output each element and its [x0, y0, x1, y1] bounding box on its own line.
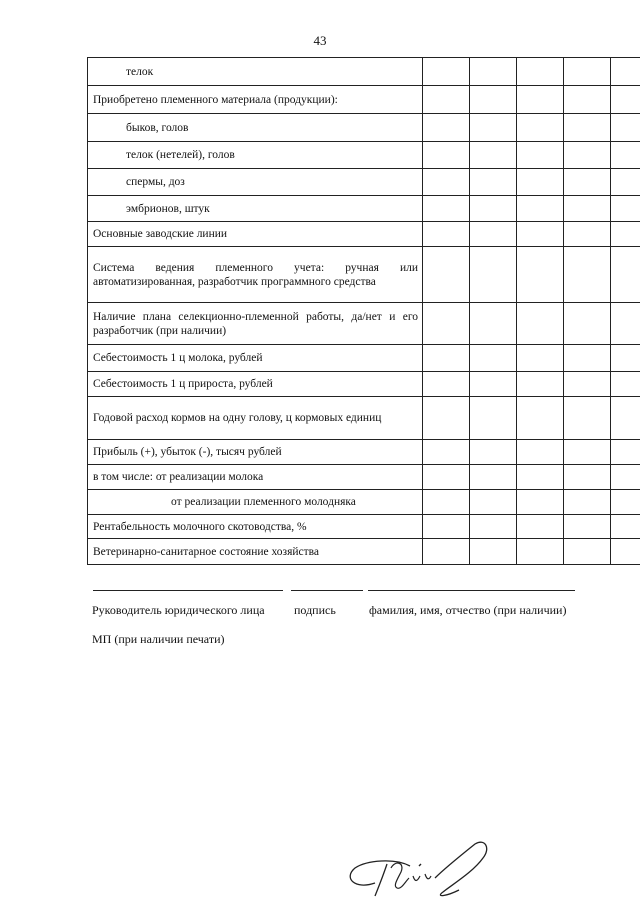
value-cell[interactable] [423, 345, 470, 372]
value-cell[interactable] [611, 490, 640, 515]
row-label: от реализации племенного молодняка [88, 490, 423, 515]
value-cell[interactable] [611, 465, 640, 490]
value-cell[interactable] [564, 397, 611, 440]
row-label: Прибыль (+), убыток (-), тысяч рублей [88, 440, 423, 465]
value-cell[interactable] [517, 515, 564, 539]
value-cell[interactable] [517, 539, 564, 565]
value-cell[interactable] [470, 247, 517, 303]
value-cell[interactable] [564, 539, 611, 565]
value-cell[interactable] [611, 86, 640, 114]
value-cell[interactable] [423, 86, 470, 114]
value-cell[interactable] [423, 397, 470, 440]
value-cell[interactable] [517, 114, 564, 142]
value-cell[interactable] [423, 247, 470, 303]
value-cell[interactable] [470, 222, 517, 247]
value-cell[interactable] [564, 515, 611, 539]
value-cell[interactable] [423, 196, 470, 222]
row-label: Себестоимость 1 ц молока, рублей [88, 345, 423, 372]
row-label: спермы, доз [88, 169, 423, 196]
value-cell[interactable] [564, 247, 611, 303]
table-row [88, 142, 640, 169]
value-cell[interactable] [564, 465, 611, 490]
page-number: 43 [313, 33, 327, 48]
value-cell[interactable] [611, 247, 640, 303]
value-cell[interactable] [470, 86, 517, 114]
value-cell[interactable] [611, 196, 640, 222]
value-cell[interactable] [611, 372, 640, 397]
value-cell[interactable] [564, 345, 611, 372]
row-label: в том числе: от реализации молока [88, 465, 423, 490]
value-cell[interactable] [611, 142, 640, 169]
row-label: Система ведения племенного учета: ручная или автоматизированная, разработчик программного средства [88, 247, 423, 303]
value-cell[interactable] [517, 58, 564, 86]
value-cell[interactable] [517, 222, 564, 247]
value-cell[interactable] [470, 345, 517, 372]
head-label: Руководитель юридического лица [92, 603, 265, 617]
value-cell[interactable] [564, 303, 611, 345]
value-cell[interactable] [423, 515, 470, 539]
table-row [88, 515, 640, 539]
value-cell[interactable] [423, 372, 470, 397]
value-cell[interactable] [517, 169, 564, 196]
stamp-label: МП (при наличии печати) [92, 632, 225, 646]
row-label: Наличие плана селекционно-племенной работы, да/нет и его разработчик (при наличии) [88, 303, 423, 345]
name-label: фамилия, имя, отчество (при наличии) [369, 603, 567, 617]
row-label: Ветеринарно-санитарное состояние хозяйства [88, 539, 423, 565]
table-row [88, 490, 640, 515]
value-cell[interactable] [517, 397, 564, 440]
table-row [88, 372, 640, 397]
value-cell[interactable] [564, 196, 611, 222]
value-cell[interactable] [470, 397, 517, 440]
value-cell[interactable] [423, 440, 470, 465]
signature-line [291, 590, 363, 591]
name-line [368, 590, 575, 591]
value-cell[interactable] [423, 465, 470, 490]
value-cell[interactable] [423, 490, 470, 515]
value-cell[interactable] [611, 345, 640, 372]
table-row [88, 397, 640, 440]
handwritten-signature [335, 838, 505, 900]
row-label: Себестоимость 1 ц прироста, рублей [88, 372, 423, 397]
value-cell[interactable] [470, 465, 517, 490]
row-label: быков, голов [88, 114, 423, 142]
table-row [88, 114, 640, 142]
head-signature-line [93, 590, 283, 591]
value-cell[interactable] [611, 169, 640, 196]
value-cell[interactable] [423, 114, 470, 142]
value-cell[interactable] [423, 539, 470, 565]
value-cell[interactable] [470, 539, 517, 565]
value-cell[interactable] [564, 86, 611, 114]
row-label: Годовой расход кормов на одну голову, ц кормовых единиц [88, 397, 423, 440]
value-cell[interactable] [470, 372, 517, 397]
row-label: телок (нетелей), голов [88, 142, 423, 169]
value-cell[interactable] [611, 515, 640, 539]
value-cell[interactable] [470, 303, 517, 345]
value-cell[interactable] [564, 142, 611, 169]
value-cell[interactable] [423, 222, 470, 247]
row-label: эмбрионов, штук [88, 196, 423, 222]
value-cell[interactable] [564, 114, 611, 142]
value-cell[interactable] [423, 142, 470, 169]
value-cell[interactable] [611, 114, 640, 142]
value-cell[interactable] [517, 247, 564, 303]
value-cell[interactable] [517, 372, 564, 397]
table-row [88, 303, 640, 345]
value-cell[interactable] [470, 515, 517, 539]
value-cell[interactable] [423, 169, 470, 196]
table-row [88, 222, 640, 247]
value-cell[interactable] [611, 539, 640, 565]
value-cell[interactable] [517, 345, 564, 372]
value-cell[interactable] [564, 169, 611, 196]
value-cell[interactable] [470, 196, 517, 222]
value-cell[interactable] [611, 440, 640, 465]
row-label: Приобретено племенного материала (продукции): [88, 86, 423, 114]
table-row [88, 86, 640, 114]
table-row [88, 539, 640, 565]
value-cell[interactable] [470, 490, 517, 515]
table-row [88, 169, 640, 196]
value-cell[interactable] [517, 490, 564, 515]
value-cell[interactable] [470, 169, 517, 196]
value-cell[interactable] [470, 58, 517, 86]
table-row [88, 247, 640, 303]
table-row [88, 440, 640, 465]
value-cell[interactable] [564, 222, 611, 247]
value-cell[interactable] [611, 58, 640, 86]
value-cell[interactable] [470, 114, 517, 142]
value-cell[interactable] [470, 440, 517, 465]
table-row [88, 58, 640, 86]
table-row [88, 345, 640, 372]
row-label: Основные заводские линии [88, 222, 423, 247]
value-cell[interactable] [611, 397, 640, 440]
value-cell[interactable] [517, 196, 564, 222]
value-cell[interactable] [517, 303, 564, 345]
value-cell[interactable] [564, 440, 611, 465]
value-cell[interactable] [517, 465, 564, 490]
row-label: Рентабельность молочного скотоводства, % [88, 515, 423, 539]
value-cell[interactable] [470, 142, 517, 169]
value-cell[interactable] [517, 440, 564, 465]
value-cell[interactable] [611, 303, 640, 345]
livestock-form-table [87, 57, 640, 565]
signature-label: подпись [294, 603, 336, 617]
value-cell[interactable] [423, 58, 470, 86]
value-cell[interactable] [564, 58, 611, 86]
value-cell[interactable] [517, 142, 564, 169]
row-label: телок [88, 58, 423, 86]
value-cell[interactable] [423, 303, 470, 345]
table-row [88, 465, 640, 490]
value-cell[interactable] [611, 222, 640, 247]
value-cell[interactable] [517, 86, 564, 114]
table-row [88, 196, 640, 222]
value-cell[interactable] [564, 490, 611, 515]
value-cell[interactable] [564, 372, 611, 397]
